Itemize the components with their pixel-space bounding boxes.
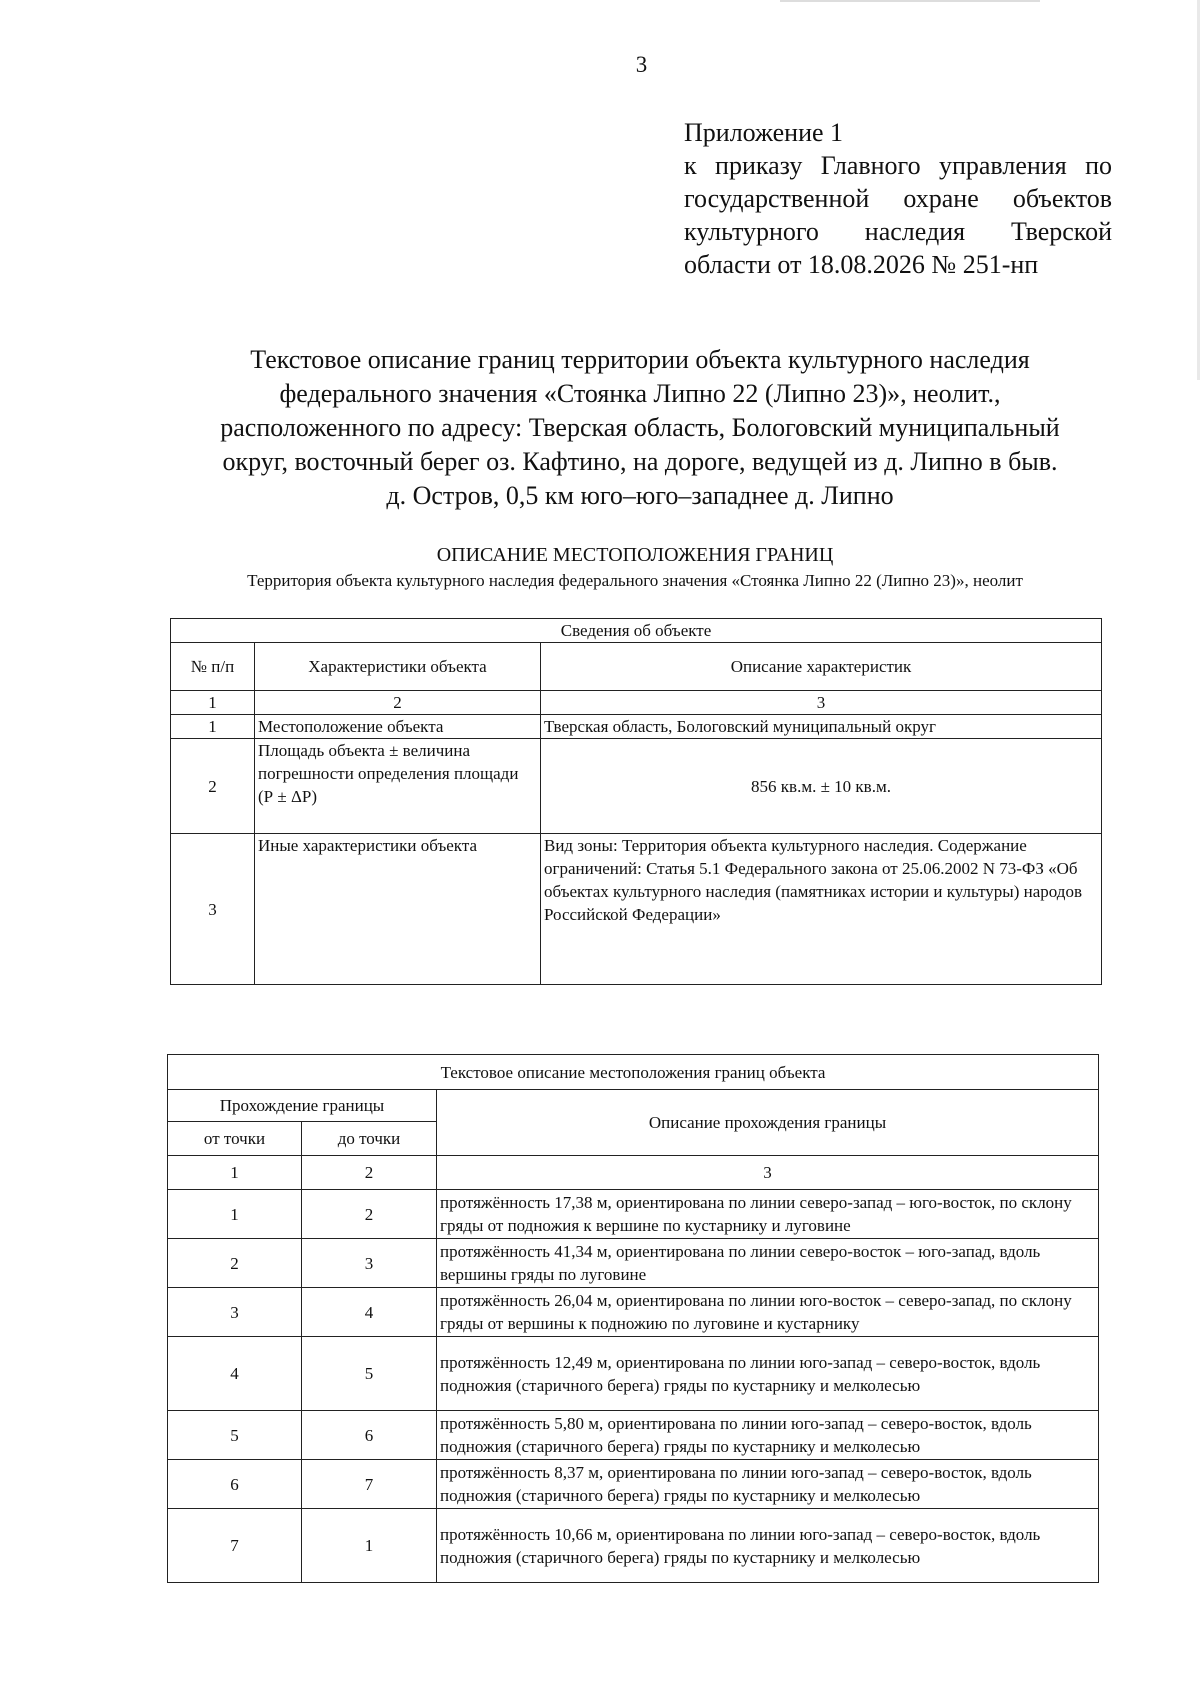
row-boundary-description: протяжённость 5,80 м, ориентирована по линии юго-запад – северо-восток, вдоль подножия (старичного берега) гряды по кустарнику и мелколесью bbox=[437, 1411, 1099, 1460]
document-title-line: округ, восточный берег оз. Кафтино, на дороге, ведущей из д. Липно в быв. bbox=[222, 447, 1058, 476]
column-number: 2 bbox=[255, 691, 541, 715]
row-boundary-description: протяжённость 8,37 м, ориентирована по линии юго-запад – северо-восток, вдоль подножия (старичного берега) гряды по кустарнику и мелколесью bbox=[437, 1460, 1099, 1509]
header-characteristic: Характеристики объекта bbox=[255, 643, 541, 691]
row-boundary-description: протяжённость 12,49 м, ориентирована по линии юго-запад – северо-восток, вдоль подножия (старичного берега) гряды по кустарнику и мелколесью bbox=[437, 1337, 1099, 1411]
row-boundary-description: протяжённость 17,38 м, ориентирована по линии северо-запад – юго-восток, по склону гряды от подножия к вершине по кустарнику и луговине bbox=[437, 1190, 1099, 1239]
scan-top-mark bbox=[780, 0, 1040, 2]
row-from-point: 4 bbox=[168, 1337, 302, 1411]
header-description: Описание характеристик bbox=[541, 643, 1102, 691]
row-from-point: 2 bbox=[168, 1239, 302, 1288]
table-row bbox=[168, 1411, 1099, 1460]
page-number: 3 bbox=[635, 52, 648, 77]
object-table-caption: Сведения об объекте bbox=[171, 619, 1102, 643]
document-title-line: д. Остров, 0,5 км юго–юго–западнее д. Липно bbox=[386, 481, 894, 510]
document-title-line: Текстовое описание границ территории объекта культурного наследия bbox=[250, 345, 1030, 374]
row-boundary-description: протяжённость 10,66 м, ориентирована по линии юго-запад – северо-восток, вдоль подножия (старичного берега) гряды по кустарнику и мелколесью bbox=[437, 1509, 1099, 1583]
column-number: 1 bbox=[171, 691, 255, 715]
row-from-point: 1 bbox=[168, 1190, 302, 1239]
header-boundary-passage: Прохождение границы bbox=[168, 1090, 437, 1122]
row-to-point: 3 bbox=[302, 1239, 437, 1288]
column-number: 2 bbox=[302, 1156, 437, 1190]
boundary-description-table bbox=[167, 1054, 1099, 1583]
header-number: № п/п bbox=[171, 643, 255, 691]
row-description: Вид зоны: Территория объекта культурного наследия. Содержание ограничений: Статья 5.1 Федерального закона от 25.06.2002 N 73-ФЗ «Об объектах культурного наследия (памятниках истории и культуры) народов Российской Федерации» bbox=[541, 834, 1102, 985]
header-to-point: до точки bbox=[302, 1122, 437, 1156]
row-characteristic: Площадь объекта ± величина погрешности определения площади (Р ± ΔР) bbox=[255, 739, 541, 834]
table-row bbox=[171, 739, 1102, 834]
row-boundary-description: протяжённость 26,04 м, ориентирована по линии юго-восток – северо-запад, по склону гряды от вершины к подножию по луговине и кустарнику bbox=[437, 1288, 1099, 1337]
row-characteristic: Местоположение объекта bbox=[255, 715, 541, 739]
row-to-point: 1 bbox=[302, 1509, 437, 1583]
row-to-point: 5 bbox=[302, 1337, 437, 1411]
row-from-point: 7 bbox=[168, 1509, 302, 1583]
section-heading: ОПИСАНИЕ МЕСТОПОЛОЖЕНИЯ ГРАНИЦ bbox=[436, 544, 834, 566]
row-from-point: 6 bbox=[168, 1460, 302, 1509]
document-title-line: расположенного по адресу: Тверская область, Бологовский муниципальный bbox=[220, 413, 1060, 442]
row-number: 1 bbox=[171, 715, 255, 739]
row-to-point: 7 bbox=[302, 1460, 437, 1509]
row-number: 3 bbox=[171, 834, 255, 985]
row-from-point: 3 bbox=[168, 1288, 302, 1337]
table-row bbox=[168, 1239, 1099, 1288]
table-row bbox=[168, 1288, 1099, 1337]
section-subheading: Территория объекта культурного наследия федерального значения «Стоянка Липно 22 (Липно 23)», неолит bbox=[247, 571, 1023, 590]
row-characteristic: Иные характеристики объекта bbox=[255, 834, 541, 985]
table-row bbox=[168, 1509, 1099, 1583]
document-title bbox=[170, 343, 1110, 513]
header-from-point: от точки bbox=[168, 1122, 302, 1156]
table-row bbox=[171, 834, 1102, 985]
column-number: 1 bbox=[168, 1156, 302, 1190]
row-number: 2 bbox=[171, 739, 255, 834]
boundary-table-caption: Текстовое описание местоположения границ объекта bbox=[168, 1055, 1099, 1090]
table-row bbox=[168, 1190, 1099, 1239]
appendix-block bbox=[684, 116, 1112, 281]
column-number: 3 bbox=[541, 691, 1102, 715]
row-to-point: 6 bbox=[302, 1411, 437, 1460]
row-to-point: 4 bbox=[302, 1288, 437, 1337]
object-info-table bbox=[170, 618, 1102, 985]
table-row bbox=[168, 1460, 1099, 1509]
table-row bbox=[168, 1337, 1099, 1411]
row-from-point: 5 bbox=[168, 1411, 302, 1460]
header-boundary-description: Описание прохождения границы bbox=[437, 1090, 1099, 1156]
document-title-line: федерального значения «Стоянка Липно 22 (Липно 23)», неолит., bbox=[279, 379, 1001, 408]
table-row bbox=[171, 715, 1102, 739]
appendix-body: к приказу Главного управления по государственной охране объектов культурного наследия Тверской области от 18.08.2026 № 251-нп bbox=[684, 151, 1112, 279]
row-description: 856 кв.м. ± 10 кв.м. bbox=[541, 739, 1102, 834]
row-to-point: 2 bbox=[302, 1190, 437, 1239]
row-boundary-description: протяжённость 41,34 м, ориентирована по линии северо-восток – юго-запад, вдоль вершины гряды по луговине bbox=[437, 1239, 1099, 1288]
column-number: 3 bbox=[437, 1156, 1099, 1190]
row-description: Тверская область, Бологовский муниципальный округ bbox=[541, 715, 1102, 739]
appendix-title: Приложение 1 bbox=[684, 118, 844, 147]
